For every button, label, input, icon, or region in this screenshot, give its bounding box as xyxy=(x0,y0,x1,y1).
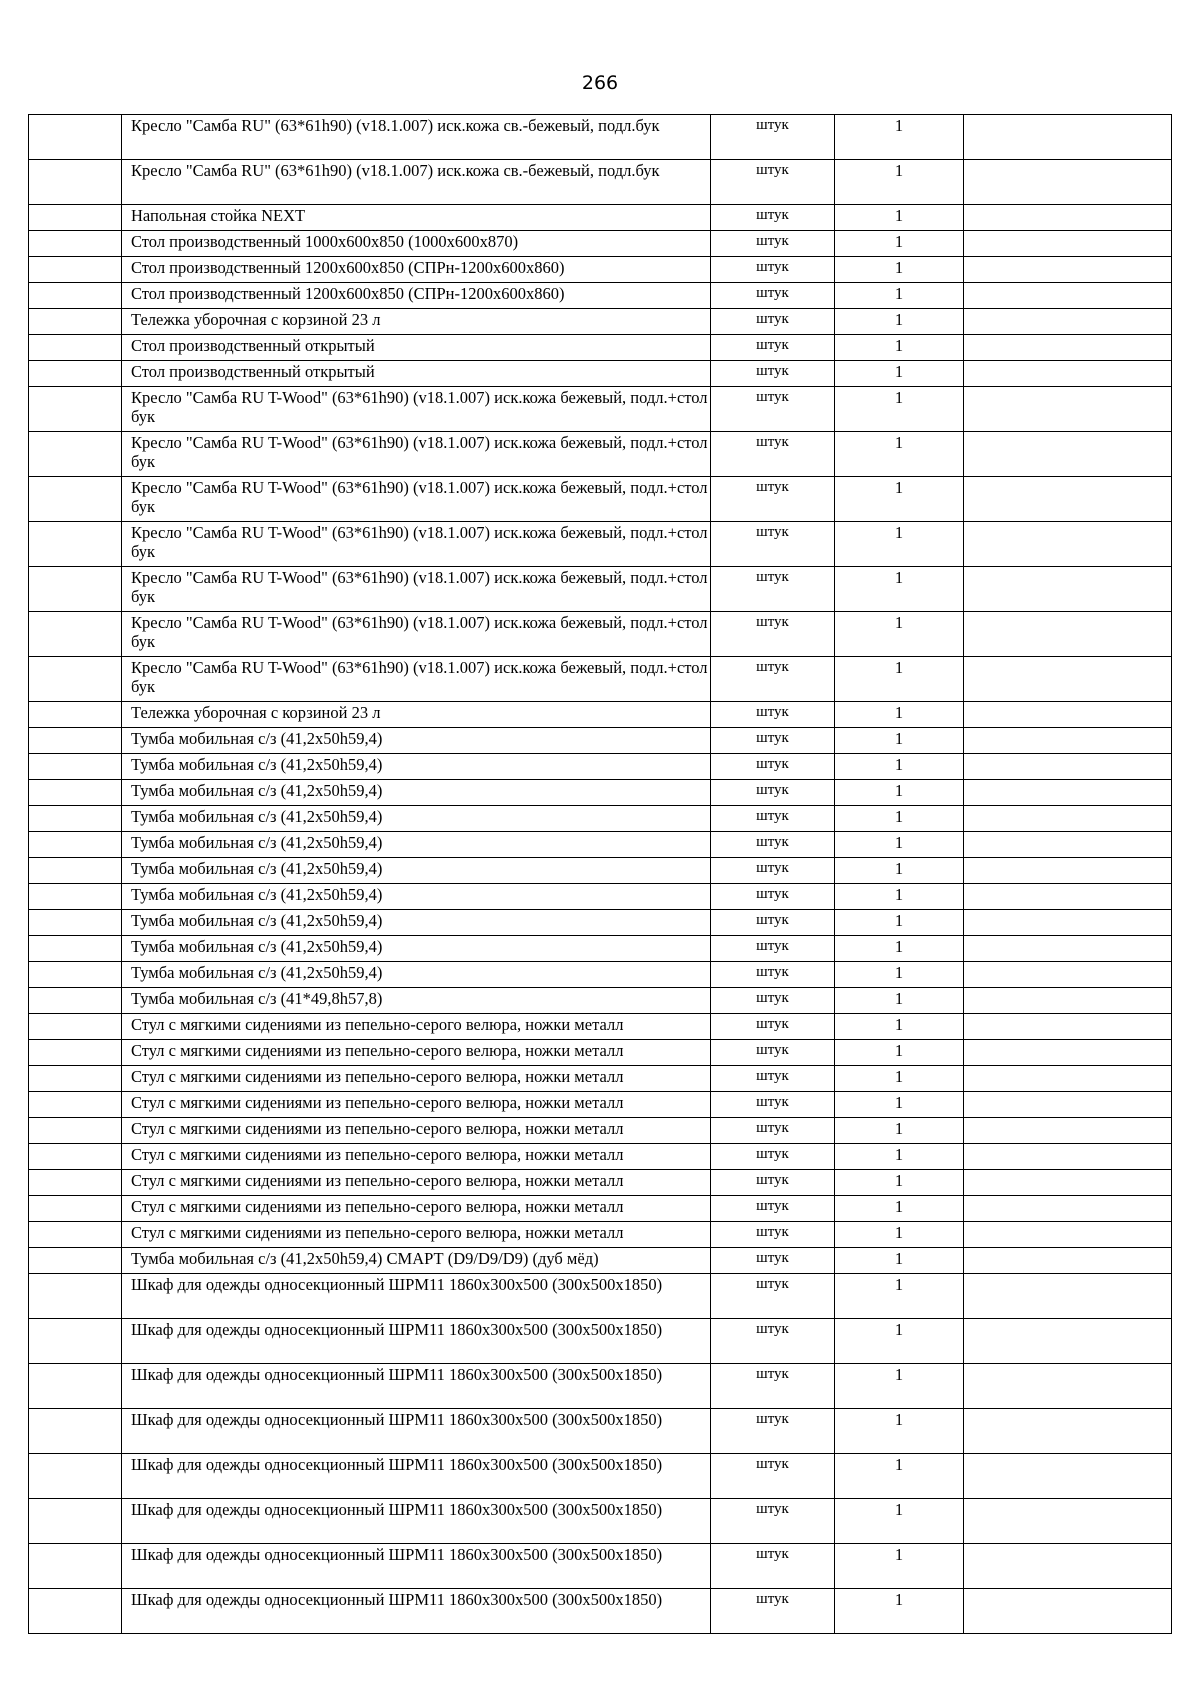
note-cell xyxy=(964,1040,1172,1066)
unit-cell: штук xyxy=(711,806,835,832)
table-row xyxy=(29,1092,1172,1118)
quantity-cell: 1 xyxy=(835,1364,964,1409)
unit-cell: штук xyxy=(711,257,835,283)
quantity-cell: 1 xyxy=(835,160,964,205)
unit-cell: штук xyxy=(711,1319,835,1364)
table-row xyxy=(29,962,1172,988)
table-row xyxy=(29,1409,1172,1454)
item-name-cell: Тумба мобильная с/з (41,2х50h59,4) xyxy=(122,754,711,780)
item-name-cell: Стул с мягкими сидениями из пепельно-серого велюра, ножки металл xyxy=(122,1196,711,1222)
table-row xyxy=(29,567,1172,612)
note-cell xyxy=(964,754,1172,780)
row-number-cell xyxy=(29,1274,122,1319)
inventory-table xyxy=(28,114,1172,1634)
unit-cell: штук xyxy=(711,283,835,309)
item-name-cell: Кресло "Самба RU T-Wood" (63*61h90) (v18.1.007) иск.кожа бежевый, подл.+стол бук xyxy=(122,432,711,477)
quantity-cell: 1 xyxy=(835,1222,964,1248)
item-name-cell: Кресло "Самба RU" (63*61h90) (v18.1.007) иск.кожа св.-бежевый, подл.бук xyxy=(122,160,711,205)
inventory-table-body xyxy=(29,115,1172,1634)
table-row xyxy=(29,1170,1172,1196)
row-number-cell xyxy=(29,361,122,387)
table-row xyxy=(29,936,1172,962)
row-number-cell xyxy=(29,1589,122,1634)
quantity-cell: 1 xyxy=(835,858,964,884)
note-cell xyxy=(964,477,1172,522)
item-name-cell: Тумба мобильная с/з (41,2х50h59,4) СМАРТ (D9/D9/D9) (дуб мёд) xyxy=(122,1248,711,1274)
quantity-cell: 1 xyxy=(835,1014,964,1040)
quantity-cell: 1 xyxy=(835,567,964,612)
row-number-cell xyxy=(29,910,122,936)
row-number-cell xyxy=(29,657,122,702)
note-cell xyxy=(964,910,1172,936)
table-row xyxy=(29,657,1172,702)
row-number-cell xyxy=(29,205,122,231)
note-cell xyxy=(964,1499,1172,1544)
row-number-cell xyxy=(29,1144,122,1170)
unit-cell: штук xyxy=(711,702,835,728)
item-name-cell: Стул с мягкими сидениями из пепельно-серого велюра, ножки металл xyxy=(122,1066,711,1092)
note-cell xyxy=(964,1544,1172,1589)
item-name-cell: Кресло "Самба RU T-Wood" (63*61h90) (v18.1.007) иск.кожа бежевый, подл.+стол бук xyxy=(122,612,711,657)
unit-cell: штук xyxy=(711,1274,835,1319)
unit-cell: штук xyxy=(711,780,835,806)
item-name-cell: Стол производственный открытый xyxy=(122,335,711,361)
row-number-cell xyxy=(29,231,122,257)
row-number-cell xyxy=(29,257,122,283)
item-name-cell: Шкаф для одежды односекционный ШРМ11 1860х300х500 (300х500х1850) xyxy=(122,1319,711,1364)
item-name-cell: Шкаф для одежды односекционный ШРМ11 1860х300х500 (300х500х1850) xyxy=(122,1499,711,1544)
note-cell xyxy=(964,257,1172,283)
table-row xyxy=(29,1589,1172,1634)
row-number-cell xyxy=(29,754,122,780)
quantity-cell: 1 xyxy=(835,205,964,231)
quantity-cell: 1 xyxy=(835,612,964,657)
quantity-cell: 1 xyxy=(835,1118,964,1144)
unit-cell: штук xyxy=(711,1196,835,1222)
table-row xyxy=(29,1014,1172,1040)
note-cell xyxy=(964,806,1172,832)
table-row xyxy=(29,754,1172,780)
item-name-cell: Стул с мягкими сидениями из пепельно-серого велюра, ножки металл xyxy=(122,1092,711,1118)
note-cell xyxy=(964,335,1172,361)
row-number-cell xyxy=(29,1248,122,1274)
row-number-cell xyxy=(29,1454,122,1499)
table-row xyxy=(29,884,1172,910)
table-row xyxy=(29,1248,1172,1274)
quantity-cell: 1 xyxy=(835,910,964,936)
item-name-cell: Тумба мобильная с/з (41,2х50h59,4) xyxy=(122,780,711,806)
unit-cell: штук xyxy=(711,858,835,884)
note-cell xyxy=(964,432,1172,477)
item-name-cell: Тележка уборочная с корзиной 23 л xyxy=(122,702,711,728)
table-row xyxy=(29,522,1172,567)
item-name-cell: Стол производственный открытый xyxy=(122,361,711,387)
quantity-cell: 1 xyxy=(835,832,964,858)
table-row xyxy=(29,910,1172,936)
table-row xyxy=(29,1319,1172,1364)
note-cell xyxy=(964,361,1172,387)
note-cell xyxy=(964,612,1172,657)
note-cell xyxy=(964,1454,1172,1499)
unit-cell: штук xyxy=(711,657,835,702)
note-cell xyxy=(964,884,1172,910)
item-name-cell: Стул с мягкими сидениями из пепельно-серого велюра, ножки металл xyxy=(122,1144,711,1170)
table-row xyxy=(29,160,1172,205)
unit-cell: штук xyxy=(711,962,835,988)
row-number-cell xyxy=(29,1319,122,1364)
unit-cell: штук xyxy=(711,567,835,612)
note-cell xyxy=(964,115,1172,160)
item-name-cell: Кресло "Самба RU T-Wood" (63*61h90) (v18.1.007) иск.кожа бежевый, подл.+стол бук xyxy=(122,477,711,522)
note-cell xyxy=(964,1274,1172,1319)
note-cell xyxy=(964,567,1172,612)
table-row xyxy=(29,115,1172,160)
table-row xyxy=(29,1274,1172,1319)
unit-cell: штук xyxy=(711,1248,835,1274)
unit-cell: штук xyxy=(711,115,835,160)
quantity-cell: 1 xyxy=(835,702,964,728)
quantity-cell: 1 xyxy=(835,1092,964,1118)
note-cell xyxy=(964,962,1172,988)
row-number-cell xyxy=(29,728,122,754)
note-cell xyxy=(964,1319,1172,1364)
unit-cell: штук xyxy=(711,884,835,910)
table-row xyxy=(29,1364,1172,1409)
unit-cell: штук xyxy=(711,832,835,858)
item-name-cell: Кресло "Самба RU T-Wood" (63*61h90) (v18.1.007) иск.кожа бежевый, подл.+стол бук xyxy=(122,567,711,612)
row-number-cell xyxy=(29,1196,122,1222)
quantity-cell: 1 xyxy=(835,1454,964,1499)
unit-cell: штук xyxy=(711,910,835,936)
row-number-cell xyxy=(29,1222,122,1248)
unit-cell: штук xyxy=(711,1544,835,1589)
unit-cell: штук xyxy=(711,1364,835,1409)
table-row xyxy=(29,477,1172,522)
page-number: 266 xyxy=(581,72,619,94)
quantity-cell: 1 xyxy=(835,115,964,160)
row-number-cell xyxy=(29,832,122,858)
quantity-cell: 1 xyxy=(835,1196,964,1222)
item-name-cell: Стул с мягкими сидениями из пепельно-серого велюра, ножки металл xyxy=(122,1118,711,1144)
table-row xyxy=(29,309,1172,335)
table-row xyxy=(29,702,1172,728)
unit-cell: штук xyxy=(711,1092,835,1118)
note-cell xyxy=(964,1364,1172,1409)
item-name-cell: Тележка уборочная с корзиной 23 л xyxy=(122,309,711,335)
note-cell xyxy=(964,728,1172,754)
quantity-cell: 1 xyxy=(835,387,964,432)
note-cell xyxy=(964,1248,1172,1274)
row-number-cell xyxy=(29,477,122,522)
item-name-cell: Кресло "Самба RU" (63*61h90) (v18.1.007) иск.кожа св.-бежевый, подл.бук xyxy=(122,115,711,160)
row-number-cell xyxy=(29,335,122,361)
item-name-cell: Тумба мобильная с/з (41,2х50h59,4) xyxy=(122,728,711,754)
unit-cell: штук xyxy=(711,1170,835,1196)
quantity-cell: 1 xyxy=(835,1274,964,1319)
quantity-cell: 1 xyxy=(835,1144,964,1170)
quantity-cell: 1 xyxy=(835,806,964,832)
unit-cell: штук xyxy=(711,335,835,361)
note-cell xyxy=(964,1196,1172,1222)
note-cell xyxy=(964,1589,1172,1634)
item-name-cell: Тумба мобильная с/з (41,2х50h59,4) xyxy=(122,884,711,910)
unit-cell: штук xyxy=(711,1040,835,1066)
item-name-cell: Стул с мягкими сидениями из пепельно-серого велюра, ножки металл xyxy=(122,1170,711,1196)
quantity-cell: 1 xyxy=(835,1040,964,1066)
table-row xyxy=(29,387,1172,432)
unit-cell: штук xyxy=(711,1014,835,1040)
note-cell xyxy=(964,780,1172,806)
table-row xyxy=(29,283,1172,309)
table-row xyxy=(29,361,1172,387)
quantity-cell: 1 xyxy=(835,309,964,335)
quantity-cell: 1 xyxy=(835,522,964,567)
row-number-cell xyxy=(29,1409,122,1454)
unit-cell: штук xyxy=(711,1589,835,1634)
note-cell xyxy=(964,1118,1172,1144)
item-name-cell: Стол производственный 1000х600х850 (1000х600х870) xyxy=(122,231,711,257)
quantity-cell: 1 xyxy=(835,657,964,702)
item-name-cell: Шкаф для одежды односекционный ШРМ11 1860х300х500 (300х500х1850) xyxy=(122,1409,711,1454)
item-name-cell: Шкаф для одежды односекционный ШРМ11 1860х300х500 (300х500х1850) xyxy=(122,1454,711,1499)
quantity-cell: 1 xyxy=(835,1319,964,1364)
item-name-cell: Тумба мобильная с/з (41,2х50h59,4) xyxy=(122,910,711,936)
row-number-cell xyxy=(29,432,122,477)
quantity-cell: 1 xyxy=(835,283,964,309)
unit-cell: штук xyxy=(711,754,835,780)
row-number-cell xyxy=(29,936,122,962)
table-row xyxy=(29,832,1172,858)
table-row xyxy=(29,988,1172,1014)
row-number-cell xyxy=(29,1040,122,1066)
item-name-cell: Тумба мобильная с/з (41,2х50h59,4) xyxy=(122,806,711,832)
quantity-cell: 1 xyxy=(835,1066,964,1092)
item-name-cell: Кресло "Самба RU T-Wood" (63*61h90) (v18.1.007) иск.кожа бежевый, подл.+стол бук xyxy=(122,387,711,432)
item-name-cell: Шкаф для одежды односекционный ШРМ11 1860х300х500 (300х500х1850) xyxy=(122,1274,711,1319)
quantity-cell: 1 xyxy=(835,1589,964,1634)
note-cell xyxy=(964,1170,1172,1196)
note-cell xyxy=(964,657,1172,702)
table-row xyxy=(29,806,1172,832)
quantity-cell: 1 xyxy=(835,728,964,754)
row-number-cell xyxy=(29,387,122,432)
table-row xyxy=(29,1454,1172,1499)
note-cell xyxy=(964,231,1172,257)
quantity-cell: 1 xyxy=(835,962,964,988)
row-number-cell xyxy=(29,858,122,884)
row-number-cell xyxy=(29,309,122,335)
quantity-cell: 1 xyxy=(835,1409,964,1454)
quantity-cell: 1 xyxy=(835,231,964,257)
note-cell xyxy=(964,1066,1172,1092)
unit-cell: штук xyxy=(711,612,835,657)
item-name-cell: Тумба мобильная с/з (41*49,8h57,8) xyxy=(122,988,711,1014)
row-number-cell xyxy=(29,1066,122,1092)
quantity-cell: 1 xyxy=(835,335,964,361)
item-name-cell: Тумба мобильная с/з (41,2х50h59,4) xyxy=(122,858,711,884)
unit-cell: штук xyxy=(711,522,835,567)
item-name-cell: Тумба мобильная с/з (41,2х50h59,4) xyxy=(122,962,711,988)
unit-cell: штук xyxy=(711,309,835,335)
table-row xyxy=(29,432,1172,477)
unit-cell: штук xyxy=(711,1454,835,1499)
table-row xyxy=(29,1544,1172,1589)
note-cell xyxy=(964,309,1172,335)
table-row xyxy=(29,1144,1172,1170)
unit-cell: штук xyxy=(711,1144,835,1170)
item-name-cell: Шкаф для одежды односекционный ШРМ11 1860х300х500 (300х500х1850) xyxy=(122,1364,711,1409)
row-number-cell xyxy=(29,1092,122,1118)
table-row xyxy=(29,205,1172,231)
item-name-cell: Стул с мягкими сидениями из пепельно-серого велюра, ножки металл xyxy=(122,1040,711,1066)
item-name-cell: Шкаф для одежды односекционный ШРМ11 1860х300х500 (300х500х1850) xyxy=(122,1589,711,1634)
unit-cell: штук xyxy=(711,432,835,477)
quantity-cell: 1 xyxy=(835,1544,964,1589)
item-name-cell: Шкаф для одежды односекционный ШРМ11 1860х300х500 (300х500х1850) xyxy=(122,1544,711,1589)
table-row xyxy=(29,728,1172,754)
table-row xyxy=(29,612,1172,657)
row-number-cell xyxy=(29,780,122,806)
note-cell xyxy=(964,283,1172,309)
quantity-cell: 1 xyxy=(835,1170,964,1196)
unit-cell: штук xyxy=(711,205,835,231)
note-cell xyxy=(964,1409,1172,1454)
table-row xyxy=(29,335,1172,361)
unit-cell: штук xyxy=(711,477,835,522)
item-name-cell: Стол производственный 1200х600х850 (СПРн-1200х600х860) xyxy=(122,257,711,283)
item-name-cell: Стол производственный 1200х600х850 (СПРн-1200х600х860) xyxy=(122,283,711,309)
note-cell xyxy=(964,387,1172,432)
table-row xyxy=(29,1196,1172,1222)
unit-cell: штук xyxy=(711,988,835,1014)
unit-cell: штук xyxy=(711,936,835,962)
table-row xyxy=(29,257,1172,283)
row-number-cell xyxy=(29,522,122,567)
table-row xyxy=(29,858,1172,884)
row-number-cell xyxy=(29,884,122,910)
row-number-cell xyxy=(29,1364,122,1409)
row-number-cell xyxy=(29,115,122,160)
row-number-cell xyxy=(29,806,122,832)
table-row xyxy=(29,1222,1172,1248)
note-cell xyxy=(964,1144,1172,1170)
item-name-cell: Стул с мягкими сидениями из пепельно-серого велюра, ножки металл xyxy=(122,1014,711,1040)
note-cell xyxy=(964,1014,1172,1040)
row-number-cell xyxy=(29,1499,122,1544)
quantity-cell: 1 xyxy=(835,361,964,387)
note-cell xyxy=(964,832,1172,858)
unit-cell: штук xyxy=(711,387,835,432)
item-name-cell: Кресло "Самба RU T-Wood" (63*61h90) (v18.1.007) иск.кожа бежевый, подл.+стол бук xyxy=(122,657,711,702)
unit-cell: штук xyxy=(711,160,835,205)
item-name-cell: Стул с мягкими сидениями из пепельно-серого велюра, ножки металл xyxy=(122,1222,711,1248)
quantity-cell: 1 xyxy=(835,432,964,477)
table-row xyxy=(29,1118,1172,1144)
note-cell xyxy=(964,988,1172,1014)
unit-cell: штук xyxy=(711,361,835,387)
table-row xyxy=(29,780,1172,806)
quantity-cell: 1 xyxy=(835,257,964,283)
unit-cell: штук xyxy=(711,1066,835,1092)
row-number-cell xyxy=(29,1170,122,1196)
note-cell xyxy=(964,205,1172,231)
unit-cell: штук xyxy=(711,1222,835,1248)
row-number-cell xyxy=(29,160,122,205)
row-number-cell xyxy=(29,702,122,728)
quantity-cell: 1 xyxy=(835,477,964,522)
note-cell xyxy=(964,936,1172,962)
note-cell xyxy=(964,858,1172,884)
item-name-cell: Тумба мобильная с/з (41,2х50h59,4) xyxy=(122,832,711,858)
table-row xyxy=(29,1066,1172,1092)
table-row xyxy=(29,1499,1172,1544)
row-number-cell xyxy=(29,988,122,1014)
note-cell xyxy=(964,1092,1172,1118)
item-name-cell: Тумба мобильная с/з (41,2х50h59,4) xyxy=(122,936,711,962)
row-number-cell xyxy=(29,612,122,657)
quantity-cell: 1 xyxy=(835,884,964,910)
unit-cell: штук xyxy=(711,728,835,754)
row-number-cell xyxy=(29,1544,122,1589)
quantity-cell: 1 xyxy=(835,988,964,1014)
row-number-cell xyxy=(29,1014,122,1040)
quantity-cell: 1 xyxy=(835,754,964,780)
quantity-cell: 1 xyxy=(835,1499,964,1544)
note-cell xyxy=(964,702,1172,728)
unit-cell: штук xyxy=(711,1118,835,1144)
row-number-cell xyxy=(29,1118,122,1144)
row-number-cell xyxy=(29,962,122,988)
quantity-cell: 1 xyxy=(835,780,964,806)
note-cell xyxy=(964,1222,1172,1248)
item-name-cell: Кресло "Самба RU T-Wood" (63*61h90) (v18.1.007) иск.кожа бежевый, подл.+стол бук xyxy=(122,522,711,567)
item-name-cell: Напольная стойка NEXT xyxy=(122,205,711,231)
note-cell xyxy=(964,160,1172,205)
table-row xyxy=(29,1040,1172,1066)
row-number-cell xyxy=(29,283,122,309)
note-cell xyxy=(964,522,1172,567)
unit-cell: штук xyxy=(711,1409,835,1454)
quantity-cell: 1 xyxy=(835,1248,964,1274)
unit-cell: штук xyxy=(711,231,835,257)
unit-cell: штук xyxy=(711,1499,835,1544)
table-row xyxy=(29,231,1172,257)
quantity-cell: 1 xyxy=(835,936,964,962)
row-number-cell xyxy=(29,567,122,612)
